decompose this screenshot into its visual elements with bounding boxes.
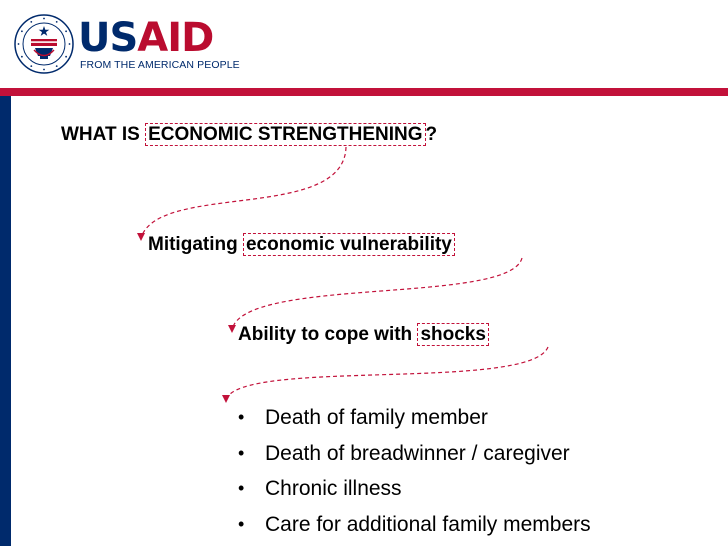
wordmark-aid: AID xyxy=(137,15,214,61)
list-item-text: Care for additional family members xyxy=(265,512,591,536)
question-prefix: WHAT IS xyxy=(61,124,146,145)
question-heading xyxy=(61,124,437,146)
wordmark-us: US xyxy=(78,15,138,61)
header-divider-bar xyxy=(0,88,728,96)
arrow-question-to-step1 xyxy=(141,147,346,238)
bullet-icon: • xyxy=(238,407,245,427)
usaid-seal-icon xyxy=(14,14,74,74)
bullet-icon: • xyxy=(238,478,245,498)
step2-text xyxy=(238,324,489,346)
slide-header xyxy=(0,0,728,88)
arrowhead-2 xyxy=(228,325,236,333)
list-item-text: Chronic illness xyxy=(265,477,402,500)
usaid-tagline: FROM THE AMERICAN PEOPLE xyxy=(80,59,240,71)
step1-text xyxy=(148,234,455,256)
step1-prefix: Mitigating xyxy=(148,234,243,255)
list-item xyxy=(236,507,591,543)
step2-prefix: Ability to cope with xyxy=(238,324,418,345)
list-item xyxy=(236,471,591,507)
bullet-icon: • xyxy=(238,442,245,463)
list-item xyxy=(236,436,591,472)
shock-list xyxy=(236,400,591,542)
list-item-text: Death of family member xyxy=(265,406,488,429)
list-item xyxy=(236,400,591,436)
arrow-step1-to-step2 xyxy=(232,258,522,330)
list-item-text: Death of breadwinner / caregiver xyxy=(265,441,570,465)
arrowhead-3 xyxy=(222,395,230,403)
step1-highlight: economic vulnerability xyxy=(243,233,455,256)
question-highlight: ECONOMIC STRENGTHENING xyxy=(145,123,425,146)
usaid-wordmark xyxy=(78,15,214,61)
arrowhead-1 xyxy=(137,233,145,241)
left-edge-bar xyxy=(0,96,11,546)
question-suffix: ? xyxy=(425,124,438,145)
arrow-step2-to-bullets xyxy=(226,347,548,400)
step2-highlight: shocks xyxy=(417,323,488,346)
bullet-icon: • xyxy=(238,513,245,534)
